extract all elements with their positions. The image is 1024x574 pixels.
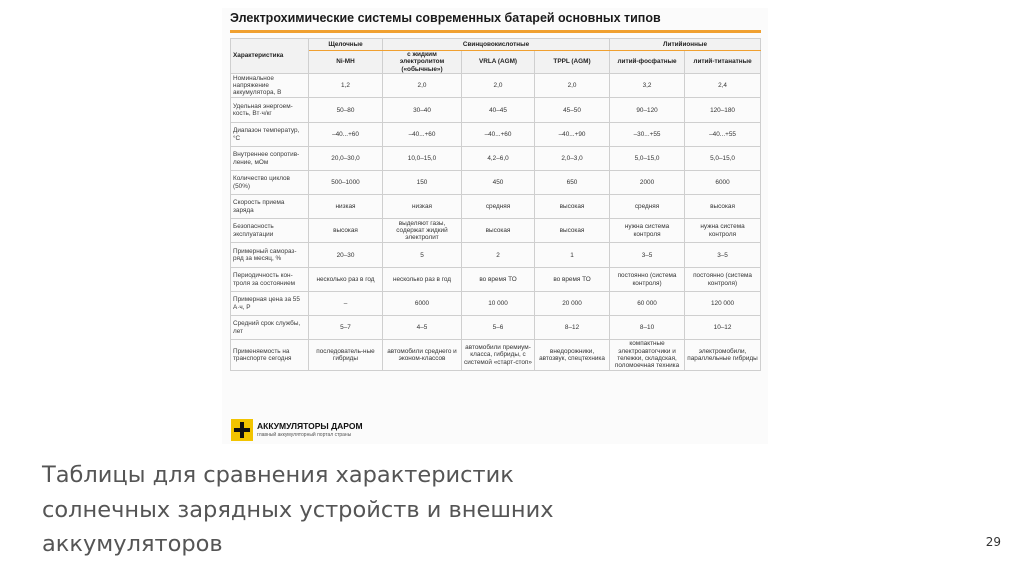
table-cell: 2000 [610,171,685,195]
row-label: Примерный самораз-ряд за месяц, % [231,243,309,268]
table-cell: высокая [462,219,535,243]
row-label: Диапазон температур, °С [231,123,309,147]
row-label: Количество циклов (50%) [231,171,309,195]
table-cell: во время ТО [535,268,610,292]
table-cell: 8–12 [535,316,610,340]
table-cell: 2,0–3,0 [535,147,610,171]
table-cell: 3,2 [610,74,685,98]
table-cell: 500–1000 [309,171,383,195]
battery-table-image [222,8,768,444]
table-cell: высокая [535,195,610,219]
characteristic-header: Характеристика [231,39,309,74]
table-cell: 5,0–15,0 [610,147,685,171]
table-cell: 1,2 [309,74,383,98]
table-row [231,268,761,292]
table-cell: 20,0–30,0 [309,147,383,171]
table-cell: –40...+90 [535,123,610,147]
table-cell: электромобили, параллельные гибриды [685,340,761,371]
caption-line: аккумуляторов [42,531,223,557]
row-label: Внутреннее сопротив-ление, мОм [231,147,309,171]
table-cell: 2,0 [383,74,462,98]
plus-logo-icon [231,419,253,441]
table-cell: 10–12 [685,316,761,340]
table-cell: 3–5 [610,243,685,268]
title-underline [230,30,761,33]
table-cell: несколько раз в год [309,268,383,292]
table-cell: низкая [309,195,383,219]
column-header: литий-фосфатные [610,51,685,74]
table-cell: 90–120 [610,98,685,123]
table-cell: 650 [535,171,610,195]
row-label: Периодичность кон-троля за состоянием [231,268,309,292]
table-cell: 2 [462,243,535,268]
table-cell: 1 [535,243,610,268]
subheader-row [231,51,761,74]
table-cell: 60 000 [610,292,685,316]
table-cell: 30–40 [383,98,462,123]
caption-line: Таблицы для сравнения характеристик [42,462,514,488]
group-header: Щелочные [309,39,383,51]
row-label: Удельная энергоем-кость, Вт·ч/кг [231,98,309,123]
table-cell: 45–50 [535,98,610,123]
group-header: Литийионные [610,39,761,51]
row-label: Безопасность эксплуатации [231,219,309,243]
table-cell: 3–5 [685,243,761,268]
row-label: Примерная цена за 55 А·ч, Р [231,292,309,316]
table-cell: постоянно (система контроля) [610,268,685,292]
table-row [231,74,761,98]
table-cell: 5,0–15,0 [685,147,761,171]
table-cell: средняя [462,195,535,219]
table-cell: 2,0 [462,74,535,98]
table-cell: автомобили среднего и эконом-классов [383,340,462,371]
table-row [231,340,761,371]
table-cell: 4,2–6,0 [462,147,535,171]
table-cell: постоянно (система контроля) [685,268,761,292]
table-cell: –30...+55 [610,123,685,147]
column-header: с жидким электролитом («обычные») [383,51,462,74]
table-cell: 20 000 [535,292,610,316]
row-label: Скорость приема заряда [231,195,309,219]
table-cell: 6000 [685,171,761,195]
caption-line: солнечных зарядных устройств и внешних [42,496,554,523]
table-row [231,147,761,171]
column-header: TPPL (AGM) [535,51,610,74]
row-label: Номинальное напряжение аккумулятора, В [231,74,309,98]
table-row [231,316,761,340]
table-cell: 10 000 [462,292,535,316]
table-row [231,243,761,268]
table-cell: внедорожники, автозвук, спецтехника [535,340,610,371]
table-cell: 6000 [383,292,462,316]
table-cell: 20–30 [309,243,383,268]
table-cell: –40...+55 [685,123,761,147]
table-cell: последователь-ные гибриды [309,340,383,371]
table-cell: низкая [383,195,462,219]
table-cell: –40...+60 [309,123,383,147]
row-label: Применяемость на транспорте сегодня [231,340,309,371]
table-cell: несколько раз в год [383,268,462,292]
logo-name: АККУМУЛЯТОРЫ ДАРОМ [257,421,363,431]
header-row [231,39,761,51]
table-row [231,195,761,219]
slide-caption [42,458,682,562]
brand-logo [231,419,431,441]
table-cell: высокая [535,219,610,243]
table-cell: –40...+60 [462,123,535,147]
table-cell: высокая [309,219,383,243]
battery-spec-table [230,38,761,371]
table-cell: нужна система контроля [610,219,685,243]
table-cell: нужна система контроля [685,219,761,243]
table-cell: компактные электроавтогчики и тележки, складская, поломоечная техника [610,340,685,371]
group-header: Свинцовокислотные [383,39,610,51]
table-cell: 120 000 [685,292,761,316]
table-cell: 40–45 [462,98,535,123]
table-cell: 50–80 [309,98,383,123]
table-row [231,292,761,316]
column-header: литий-титанатные [685,51,761,74]
table-row [231,98,761,123]
table-cell: автомобили премиум-класса, гибриды, с системой «старт-стоп» [462,340,535,371]
table-cell: – [309,292,383,316]
table-cell: 2,4 [685,74,761,98]
table-row [231,123,761,147]
column-header: Ni-MH [309,51,383,74]
table-cell: 4–5 [383,316,462,340]
table-cell: во время ТО [462,268,535,292]
table-cell: средняя [610,195,685,219]
table-cell: 150 [383,171,462,195]
page-number: 29 [985,535,1001,549]
table-cell: 2,0 [535,74,610,98]
table-cell: высокая [685,195,761,219]
table-cell: 8–10 [610,316,685,340]
table-row [231,171,761,195]
table-cell: 5–6 [462,316,535,340]
table-cell: 450 [462,171,535,195]
column-header: VRLA (AGM) [462,51,535,74]
table-body [231,39,761,371]
table-cell: 5 [383,243,462,268]
table-cell: 120–180 [685,98,761,123]
table-cell: выделяют газы, содержат жидкий электролит [383,219,462,243]
table-cell: –40...+60 [383,123,462,147]
row-label: Средний срок службы, лет [231,316,309,340]
logo-tagline: главный аккумуляторный портал страны [257,432,352,438]
figure-title: Электрохимические системы современных батарей основных типов [230,11,661,25]
table-cell: 10,0–15,0 [383,147,462,171]
table-row [231,219,761,243]
table-cell: 5–7 [309,316,383,340]
